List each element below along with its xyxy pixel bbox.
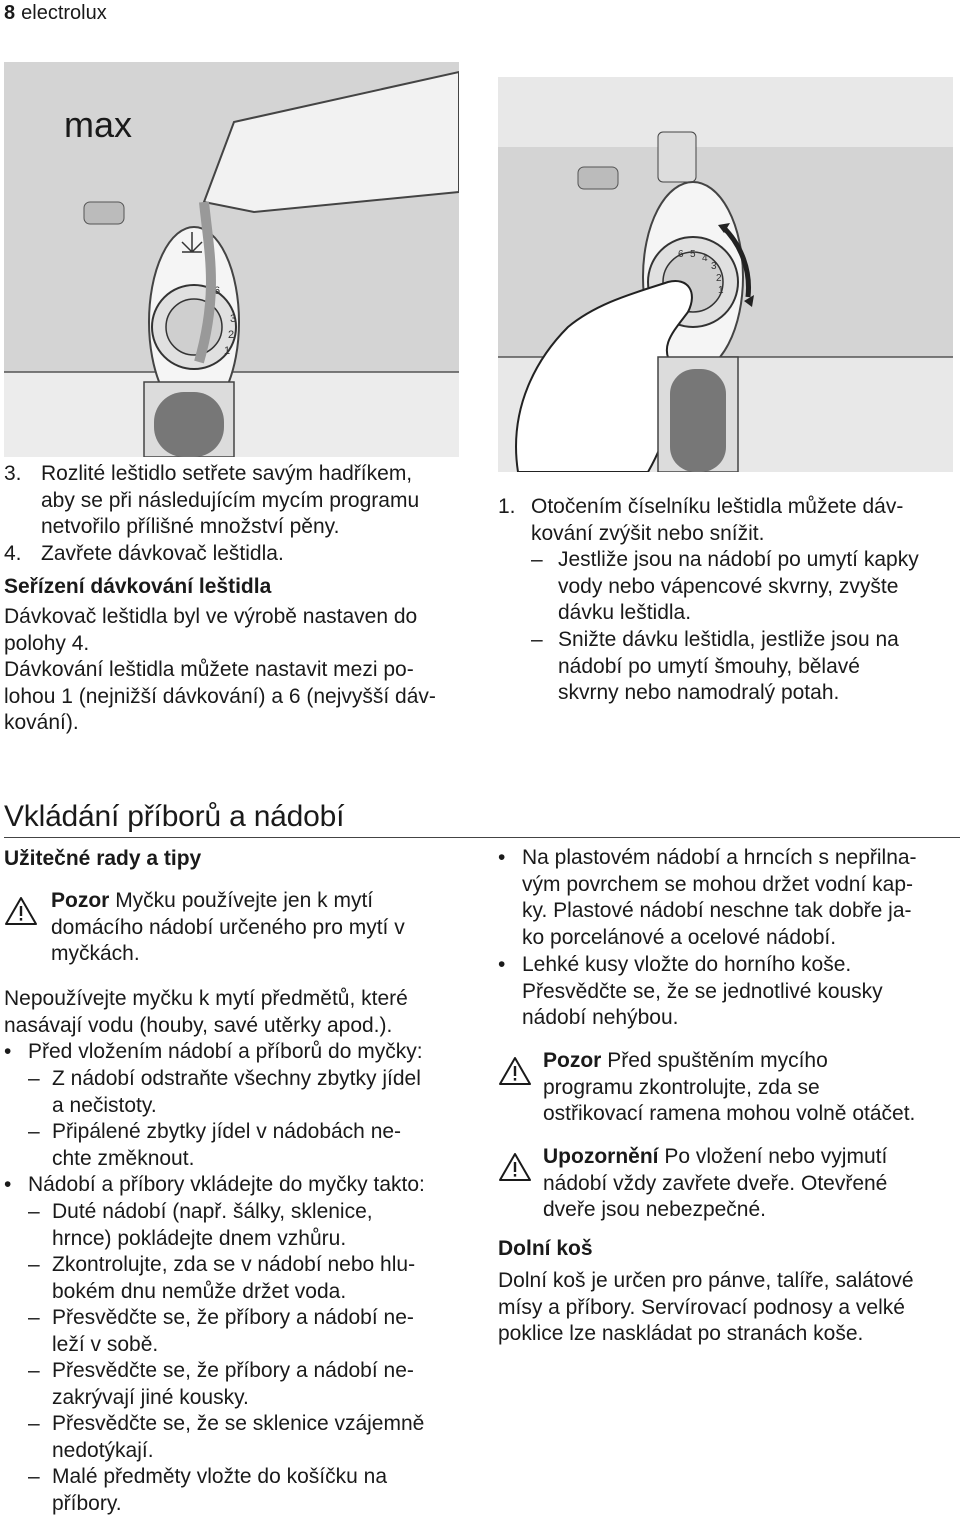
text-line: Zavřete dávkovač leštidla. (41, 542, 284, 565)
paragraph (4, 986, 474, 1039)
caution-label: Pozor (51, 889, 110, 912)
text-line: Jestliže jsou na nádobí po umytí kapky (558, 548, 919, 571)
text-line: Dolní koš je určen pro pánve, talíře, salátové (498, 1269, 914, 1292)
subsection-title: Užitečné rady a tipy (4, 847, 202, 870)
text-line: příbory. (52, 1491, 122, 1515)
figure-pour-rinse-aid (4, 62, 459, 457)
dial-number: 4 (702, 253, 708, 264)
text-line: dveře jsou nebezpečné. (543, 1198, 766, 1222)
text-line: domácího nádobí určeného pro mytí v (51, 915, 405, 939)
text-line: hrnce) pokládejte dnem vzhůru. (52, 1226, 347, 1250)
warning-icon (4, 896, 38, 926)
bullet-item (498, 952, 960, 1032)
text-line: aby se při následujícím mycím programu (41, 488, 420, 512)
text-line: Lehké kusy vložte do horního koše. (522, 953, 852, 976)
list-item (4, 461, 474, 541)
sub-item (4, 1358, 474, 1411)
text-line: leží v sobě. (52, 1332, 159, 1356)
left-top-text (4, 461, 474, 737)
page-header (4, 0, 107, 26)
dash-marker: – (28, 1200, 40, 1224)
text-line: ky. Plastové nádobí neschne tak dobře ja- (522, 899, 912, 923)
warning-label: Upozornění (543, 1145, 659, 1168)
section-heading: Seřízení dávkování leštidla (4, 575, 272, 598)
bullet-marker: • (498, 953, 506, 976)
section-title: Vkládání příborů a nádobí (4, 800, 345, 833)
text-line: Nádobí a příbory vkládejte do myčky takto: (28, 1173, 425, 1197)
paragraph (4, 604, 474, 657)
text-line: Přesvědčte se, že se jednotlivé kousky (522, 979, 883, 1003)
bullet-marker: • (4, 1173, 12, 1197)
dash-marker: – (531, 548, 543, 571)
text-line: dávku leštidla. (558, 601, 692, 625)
text-line: lohou 1 (nejnižší dávkování) a 6 (nejvyšší dáv- (4, 684, 436, 708)
text-line: Přesvědčte se, že příbory a nádobí ne- (52, 1306, 414, 1330)
dash-marker: – (28, 1120, 40, 1144)
dial-number: 2 (716, 273, 722, 284)
text-line: poklice lze naskládat po stranách koše. (498, 1322, 864, 1346)
max-label: max (64, 104, 133, 145)
dash-marker: – (28, 1253, 40, 1277)
sub-item (498, 547, 960, 627)
bullet-item (4, 1039, 474, 1066)
text-line: ostřikovací ramena mohou volně otáčet. (543, 1102, 916, 1126)
text-line: nádobí vždy zavřete dveře. Otevřené (543, 1171, 888, 1195)
text-line: Dávkování leštidla můžete nastavit mezi po- (4, 658, 414, 682)
text-line: Myčku používejte jen k mytí (115, 889, 374, 912)
sub-item (4, 1411, 474, 1464)
dial-number: 2 (228, 329, 235, 341)
text-line: ko porcelánové a ocelové nádobí. (522, 925, 837, 949)
text-line: mísy a příbory. Servírovací podnosy a velké (498, 1295, 905, 1319)
item-number: 3. (4, 462, 22, 485)
paragraph (4, 657, 474, 737)
warning-icon (498, 1152, 532, 1182)
dial-adjust-illustration (498, 77, 953, 472)
caution-note (498, 1048, 960, 1128)
text-line: skvrny nebo namodralý potah. (558, 681, 840, 705)
page-number: 8 (4, 2, 16, 24)
dial-number: 6 (214, 285, 221, 297)
text-line: Nepoužívejte myčku k mytí předmětů, které (4, 987, 408, 1010)
dash-marker: – (28, 1412, 40, 1436)
sub-item (4, 1119, 474, 1172)
text-line: Z nádobí odstraňte všechny zbytky jídel (52, 1067, 421, 1091)
text-line: nedotýkají. (52, 1438, 154, 1462)
text-line: vody nebo vápencové skvrny, zvyšte (558, 574, 899, 598)
caution-label: Pozor (543, 1049, 602, 1072)
text-line: nasávají vodu (houby, savé utěrky apod.). (4, 1013, 393, 1037)
warning-icon (498, 1056, 532, 1086)
caution-note (4, 888, 474, 968)
text-line: nádobí nehýbou. (522, 1006, 679, 1030)
sub-item (498, 627, 960, 707)
dash-marker: – (28, 1465, 40, 1489)
dial-number: 5 (690, 249, 696, 260)
text-line: Zkontrolujte, zda se v nádobí nebo hlu- (52, 1253, 416, 1277)
left-bottom-text (4, 846, 474, 1517)
text-line: bokém dnu nemůže držet voda. (52, 1279, 347, 1303)
text-line: vým povrchem se mohou držet vodní kap- (522, 872, 914, 896)
dial-number: 3 (711, 261, 717, 272)
text-line: Malé předměty vložte do košíčku na (52, 1465, 387, 1489)
sub-item (4, 1464, 474, 1517)
sub-item (4, 1066, 474, 1119)
dial-number: 6 (678, 249, 684, 260)
right-top-text (498, 494, 960, 707)
dash-marker: – (531, 628, 543, 651)
text-line: Před spuštěním mycího (607, 1049, 828, 1072)
dial-number: 1 (224, 345, 231, 357)
section-divider (4, 837, 960, 838)
text-line: nádobí po umytí šmouhy, bělavé (558, 654, 860, 678)
text-line: Před vložením nádobí a příborů do myčky: (28, 1040, 423, 1064)
rinse-aid-pour-illustration (4, 62, 459, 457)
text-line: polohy 4. (4, 631, 90, 655)
paragraph (498, 1268, 960, 1348)
text-line: myčkách. (51, 942, 140, 966)
text-line: netvořilo přílišné množství pěny. (41, 515, 340, 539)
text-line: Rozlité leštidlo setřete savým hadříkem, (41, 462, 413, 485)
text-line: a nečistoty. (52, 1093, 157, 1117)
text-line: Otočením číselníku leštidla můžete dáv- (531, 495, 904, 518)
text-line: zakrývají jiné kousky. (52, 1385, 249, 1409)
text-line: kování). (4, 711, 79, 735)
text-line: kování zvýšit nebo snížit. (531, 521, 765, 545)
sub-item (4, 1305, 474, 1358)
dial-number: 3 (230, 313, 237, 325)
sub-item (4, 1252, 474, 1305)
dash-marker: – (28, 1306, 40, 1330)
item-number: 1. (498, 495, 516, 518)
list-item (498, 494, 960, 547)
text-line: Po vložení nebo vyjmutí (664, 1145, 888, 1168)
sub-item (4, 1199, 474, 1252)
item-number: 4. (4, 542, 22, 565)
text-line: Na plastovém nádobí a hrncích s nepřilna- (522, 846, 917, 869)
dial-number: 1 (718, 285, 724, 296)
text-line: Přesvědčte se, že se sklenice vzájemně (52, 1412, 425, 1436)
text-line: chte změknout. (52, 1146, 195, 1170)
dash-marker: – (28, 1067, 40, 1091)
text-line: programu zkontrolujte, zda se (543, 1075, 820, 1099)
list-item (4, 541, 474, 568)
dash-marker: – (28, 1359, 40, 1383)
subsection-title: Dolní koš (498, 1237, 593, 1260)
text-line: Připálené zbytky jídel v nádobách ne- (52, 1120, 402, 1144)
bullet-marker: • (498, 846, 506, 869)
text-line: Dávkovač leštidla byl ve výrobě nastaven do (4, 605, 418, 628)
bullet-item (498, 845, 960, 952)
text-line: Přesvědčte se, že příbory a nádobí ne- (52, 1359, 414, 1383)
bullet-marker: • (4, 1040, 12, 1064)
text-line: Snižte dávku leštidla, jestliže jsou na (558, 628, 899, 651)
right-bottom-text (498, 845, 960, 1348)
brand-name: electrolux (21, 2, 107, 24)
warning-note (498, 1144, 960, 1224)
text-line: Duté nádobí (např. šálky, sklenice, (52, 1200, 373, 1224)
figure-turn-dial (498, 77, 953, 472)
bullet-item (4, 1172, 474, 1199)
